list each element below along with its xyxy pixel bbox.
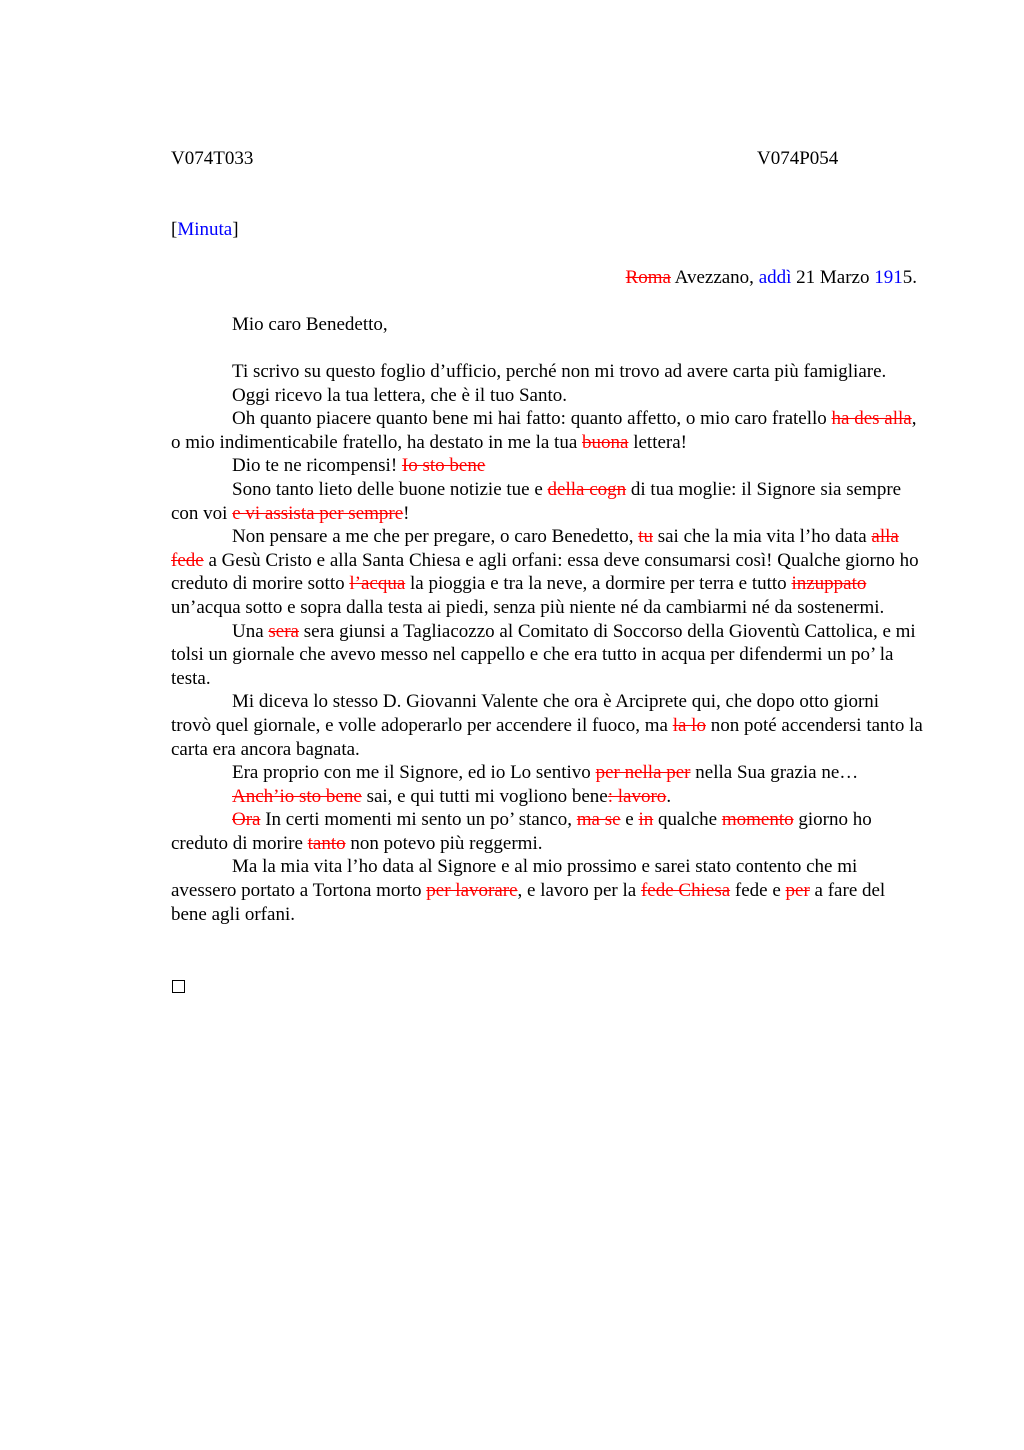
text-segment: un’acqua sotto e sopra dalla testa ai piedi, senza più niente né da cambiarmi né da sostenermi. xyxy=(171,596,885,618)
deleted-text: in xyxy=(638,809,654,831)
text-segment: Ma la mia vita l’ho data al Signore e al mio prossimo e sarei stato contento che mi avessero portato a Tortona morto xyxy=(171,856,858,902)
dateline-place: Avezzano, xyxy=(670,267,759,288)
paragraph xyxy=(171,407,923,454)
deleted-text: ha des alla xyxy=(831,408,912,430)
text-segment: non potevo più reggermi. xyxy=(345,832,543,854)
salutation: Mio caro Benedetto, xyxy=(232,314,388,335)
deleted-text: : lavoro xyxy=(607,785,667,807)
text-segment: a Gesù Cristo e alla Santa Chiesa e agli orfani: essa deve consumarsi così! Qualche giorno ho creduto di morire sotto xyxy=(171,549,919,595)
deleted-text: l’acqua xyxy=(349,573,406,595)
deleted-text: per lavorare xyxy=(426,880,518,902)
text-segment: Oh quanto piacere quanto bene mi hai fatto: quanto affetto, o mio caro fratello xyxy=(232,408,832,430)
text-segment: fede e xyxy=(730,880,786,902)
deleted-text: Io sto bene xyxy=(401,455,486,477)
text-segment: e xyxy=(620,809,639,831)
text-segment: sera giunsi a Tagliacozzo al Comitato di Soccorso della Gioventù Cattolica, e mi tolsi un giornale che avevo messo nel cappello e che era tutto in acqua per difendermi un po’ la testa. xyxy=(171,620,916,689)
dateline-addi: addì xyxy=(758,267,792,288)
deleted-text: e vi assista per sempre xyxy=(232,502,404,524)
deleted-text: momento xyxy=(721,809,794,831)
text-segment: Ti scrivo su questo foglio d’ufficio, perché non mi trovo ad avere carta più famigliare. xyxy=(232,361,887,382)
letter-body xyxy=(171,360,923,926)
bracket-open: [ xyxy=(171,219,178,240)
deleted-text: tanto xyxy=(307,832,346,854)
text-segment: non poté accendersi tanto la carta era ancora bagnata. xyxy=(171,714,923,760)
paragraph xyxy=(171,478,923,525)
text-segment: In certi momenti mi sento un po’ stanco, xyxy=(260,809,577,831)
text-segment: Oggi ricevo la tua lettera, che è il tuo Santo. xyxy=(232,384,568,406)
text-segment: , o mio indimenticabile fratello, ha destato in me la tua xyxy=(171,408,917,453)
dateline-date: 21 Marzo xyxy=(791,267,875,288)
dateline xyxy=(626,266,917,290)
text-segment: lettera! xyxy=(628,431,687,453)
text-segment: Non pensare a me che per pregare, o caro Benedetto, xyxy=(232,526,639,548)
deleted-text: alla fede xyxy=(171,526,899,571)
deleted-place: Roma xyxy=(625,267,671,288)
document-code-left: V074T033 xyxy=(171,148,254,169)
end-marker-square-icon xyxy=(172,980,185,993)
text-segment: di tua moglie: il Signore sia sempre con voi xyxy=(171,478,902,524)
paragraph xyxy=(171,454,923,478)
text-segment: . xyxy=(666,785,672,807)
deleted-text: sera xyxy=(268,620,299,642)
text-segment: giorno ho creduto di morire xyxy=(171,809,872,854)
deleted-text: della cogn xyxy=(547,478,627,500)
text-segment: Era proprio con me il Signore, ed io Lo sentivo xyxy=(232,762,596,784)
text-segment: , e lavoro per la xyxy=(517,880,641,902)
dateline-year-prefix: 191 xyxy=(874,267,903,288)
deleted-text: ma se xyxy=(576,809,621,831)
text-segment: Mi diceva lo stesso D. Giovanni Valente che ora è Arciprete qui, che dopo otto giorni trovò quel giornale, e volle adoperarlo per accendere il fuoco, ma xyxy=(171,691,880,736)
text-segment: la pioggia e tra la neve, a dormire per terra e tutto xyxy=(405,573,792,595)
document-code-right: V074P054 xyxy=(757,148,839,169)
paragraph xyxy=(171,525,923,619)
document-type-note xyxy=(171,218,239,242)
bracket-close: ] xyxy=(232,219,239,240)
document-type-label: Minuta xyxy=(177,219,233,240)
text-segment: Una xyxy=(232,620,269,642)
deleted-text: la lo xyxy=(672,714,706,736)
deleted-text: fede Chiesa xyxy=(640,880,731,902)
deleted-text: inzuppato xyxy=(791,573,867,595)
deleted-text: buona xyxy=(582,431,629,453)
paragraph xyxy=(171,808,923,855)
deleted-text: per nella per xyxy=(595,762,691,784)
text-segment: qualche xyxy=(653,809,722,831)
paragraph xyxy=(171,384,923,408)
dateline-year-suffix: 5. xyxy=(902,267,917,288)
deleted-text: per xyxy=(785,880,810,902)
paragraph xyxy=(171,360,923,384)
paragraph xyxy=(171,690,923,761)
deleted-text: Anch’io sto bene xyxy=(232,785,362,807)
deleted-text: Ora xyxy=(232,809,261,831)
paragraph xyxy=(171,785,923,809)
text-segment: sai, e qui tutti mi vogliono bene xyxy=(361,785,608,807)
text-segment: ! xyxy=(403,502,410,524)
text-segment: Sono tanto lieto delle buone notizie tue e xyxy=(232,478,548,500)
text-segment: nella Sua grazia ne… xyxy=(690,762,859,784)
paragraph xyxy=(171,855,923,926)
paragraph xyxy=(171,620,923,691)
paragraph xyxy=(171,761,923,785)
text-segment: sai che la mia vita l’ho data xyxy=(652,526,872,548)
text-segment: Dio te ne ricompensi! xyxy=(232,455,402,477)
text-segment: a fare del bene agli orfani. xyxy=(171,880,886,925)
deleted-text: tu xyxy=(638,526,653,548)
